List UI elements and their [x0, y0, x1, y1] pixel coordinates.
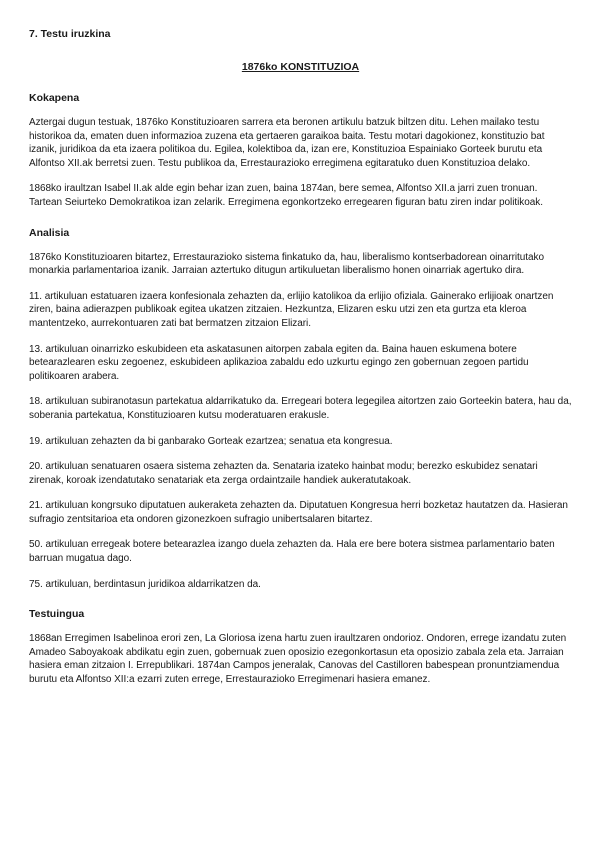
analisia-paragraph-article-19: 19. artikuluan zehazten da bi ganbarako Gorteak ezartzea; senatua eta kongresua. — [29, 435, 393, 447]
heading-analisia: Analisia — [29, 226, 70, 239]
analisia-paragraph-article-21: 21. artikuluan kongrsuko diputatuen aukeraketa zehazten da. Diputatuen Kongresua herri bozketaz hautatzen da. Hasieran sufragio zentsitarioa eta ondoren gizonezkoen sufragio unibertsalaren bitartez. — [29, 500, 568, 525]
analisia-paragraph-article-18: 18. artikuluan subiranotasun partekatua aldarrikatuko da. Erregeari botera legegilea aitortzen zaio Gorteekin batera, hau da, soberania partekatua, Konstituzioaren kutsu moderatuaren erakusle. — [29, 396, 572, 421]
analisia-paragraph-article-75: 75. artikuluan, berdintasun juridikoa aldarrikatzen da. — [29, 578, 261, 590]
heading-testuingua: Testuingua — [29, 608, 85, 621]
analisia-paragraph-article-20: 20. artikuluan senatuaren osaera sistema zehazten da. Senataria izateko hainbat modu; berezko eskubidez senatari zirenak, koroak izendatutako senatariak eta zerga ordaintzaile handiek aukeratutakoak. — [29, 461, 538, 486]
analisia-paragraph-article-13: 13. artikuluan oinarrizko eskubideen eta askatasunen aitorpen zabala egiten da. Baina hauen eskumena botere betearazlearen esku zegoenez, eskubideen aplikazioa zabaldu edo uzkurtu egingo zen gobernuan zegoen partidu politikoaren arabera. — [29, 343, 529, 382]
analisia-paragraph-article-11: 11. artikuluan estatuaren izaera konfesionala zehazten da, erlijio katolikoa da erlijio ofiziala. Gainerako erlijioak onartzen ziren, baina adierazpen publikoak egitea ukatzen zitzaien. Hezkuntza, Elizaren esku utzi zen eta gurtza eta kleroa mantentzeko, aurrekontuaren zati bat bermatzen zitzaion Elizari. — [29, 290, 554, 329]
heading-kokapena: Kokapena — [29, 92, 80, 104]
kokapena-paragraph-2: 1868ko iraultzan Isabel II.ak alde egin behar izan zuen, baina 1874an, bere semea, Alfontso XII.a jarri zuen tronuan. Tartean Seiurteko Demokratikoa izan zelarik. Erregimena egonkortzeko erregearen figuran batu ziren indar politikoak. — [29, 183, 543, 208]
testuingua-paragraph-1: 1868an Erregimen Isabelinoa erori zen, La Gloriosa izena hartu zuen iraultzaren ondorioz. Ondoren, errege izandatu zuten Amadeo Saboyakoak abdikatu egin zuen, gobernuak zuen oposizio ezegonkortasun eta oposizio zabala zela eta. Jarraian hasiera eman zitzaion I. Errepublikari. 1874an Campos jeneralak, Canovas del Castilloren babespean pronuntziamendua burutu eta Alfontso XII:a ezarri zuten errege, Errestaurazioko Erregimenari hasiera emanez. — [29, 633, 567, 686]
analisia-paragraph-article-50: 50. artikuluan erregeak botere betearazlea izango duela zehazten da. Hala ere bere botera sistmea parlamentario baten barruan mugatua dago. — [29, 539, 555, 565]
analisia-paragraph-intro: 1876ko Konstituzioaren bitartez, Errestaurazioko sistema finkatuko da, hau, liberalismo kontserbadorean oinarritutako monarkia parlamentarioa izanik. Jarraian aztertuko ditugun artikuluetan liberalismo honen oinarriak agertuko dira. — [29, 251, 544, 277]
document-title: 1876ko KONSTITUZIOA — [241, 61, 360, 73]
kokapena-paragraph-1: Aztergai dugun testuak, 1876ko Konstituzioaren sarrera eta beronen artikulu batzuk biltzen ditu. Lehen mailako testu historikoa da, ematen duen informazioa zuzena eta gertaeren garaikoa baita. Testu motari dagokionez, konstituzio bat izanik, juridikoa da eta izaera politikoa du. Egilea, kolektiboa da, izan ere, Konstituzioa Espainiako Gorteek burutu eta Alfontso XII.ak berretsi zuen. Testu publikoa da, Errestaurazioko erregimena egitaratuko duen Konstituzioa delako. — [29, 117, 545, 169]
section-number: 7. Testu iruzkina — [29, 28, 111, 40]
